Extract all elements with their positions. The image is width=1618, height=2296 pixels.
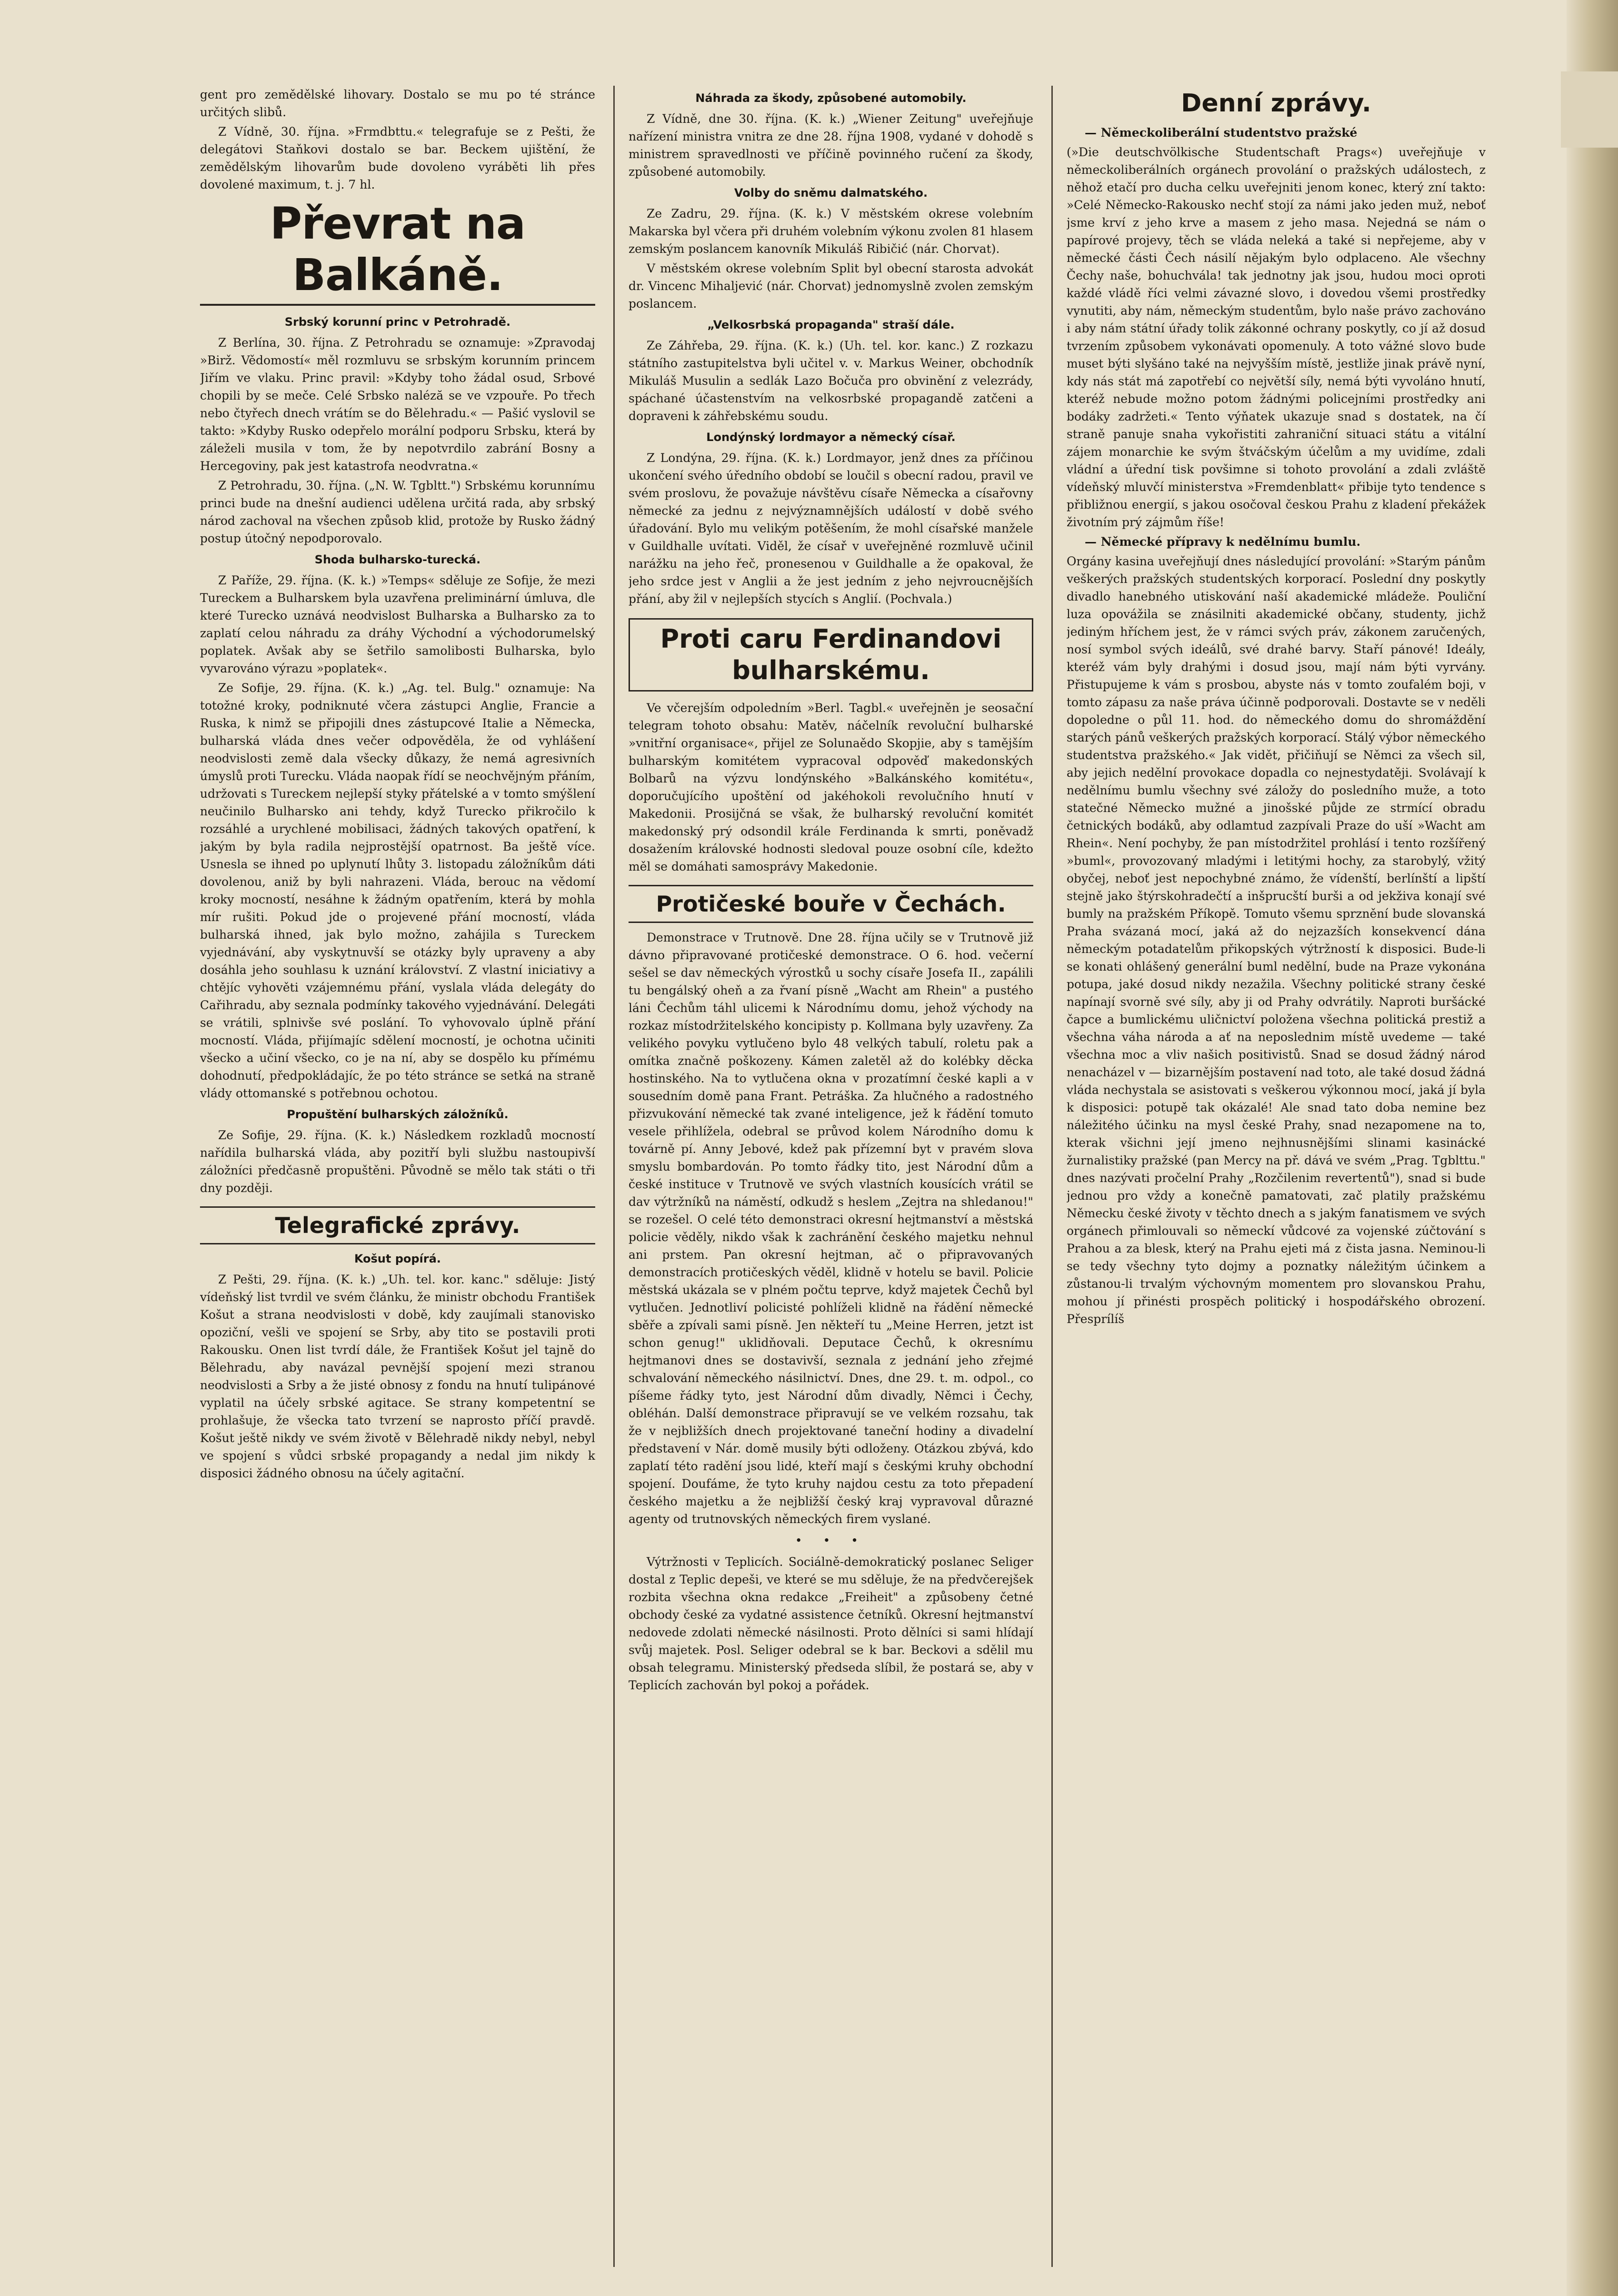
page-gutter [1567,0,1618,2296]
section-heading: Volby do sněmu dalmatského. [734,186,928,200]
article-paragraph: Z Petrohradu, 30. října. („N. W. Tgbltt.") Srbskému korunnímu princi bude na dnešní audienci udělena určitá rada, aby srbský národ zachoval na všechen způsob klid, protože by Rusko žádný postup útočný nepodporovalo. [200,479,595,545]
section-heading: „Velkosrbská propaganda" straší dále. [707,318,955,331]
article-paragraph: Z Paříže, 29. října. (K. k.) »Temps« sděluje ze Sofije, že mezi Tureckem a Bulharskem byla uzavřena preliminární úmluva, dle které Turecko uznává neodvislost Bulharska a Bulharsko za to zaplatí celou náhradu za dráhy Východní a východorumelský poplatek. Avšak aby se šetřilo samolibosti Bulharska, bylo vyvarováno výrazu »poplatek«. [200,573,595,675]
article-paragraph: Ze Sofije, 29. října. (K. k.) Následkem rozkladů mocností nařídila bulharská vláda, aby pozitří byli službu nastoupivší záložníci předčasně propuštěni. Původně se mělo tak státi o tři dny později. [200,1128,595,1195]
intro-paragraph: gent pro zemědělské lihovary. Dostalo se mu po té stránce určitých slibů. [200,88,595,119]
page-edge-tab [1561,71,1618,148]
section-heading: Košut popírá. [354,1252,441,1265]
item-lead: — Německé přípravy k nedělnímu bumlu. [1085,535,1361,549]
intro-paragraph: Z Vídně, 30. října. »Frmdbttu.« telegrafuje se z Pešti, že delegátovi Staňkovi dostalo se bar. Beckem ujištění, že zemědělským lihovarům bude dovoleno vyráběti lih přes dovolené maximum, t. j. 7 hl. [200,125,595,191]
section-heading: Náhrada za škody, způsobené automobily. [695,91,967,105]
boxed-headline: Proti caru Ferdinandovi bulharskému. [629,618,1033,692]
article-paragraph: (»Die deutschvölkische Studentschaft Prags«) uveřejňuje v německoliberálních orgánech provolání o pražských událostech, z něhož etačí pro ducha celku uveřejniti jenom konec, který zní takto: »Celé Německo-Rakousko nechť stojí za námi jako jeden muž, neboť jsme krví z jeho krve a masem z jeho masa. Nejedná se nám o papírové projevy, těch se vláda neleká a také si nepřejeme, aby v německé části Čech násilí nějakým bylo odplaceno. Ale všechny Čechy naše, bohuchvála! tak jednotny jak jsou, hudou moci oproti každé vládě říci velmi závazné slovo, i dovedou všemi prostředky vynutiti, aby nám, německým studentům, bylo naše právo zachováno i aby nám státní úřady tolik zákonné ochrany poskytly, co jí až dosud tvrzením způsobem vykonávati opomenuly. A toto vážné slovo bude muset býti slyšáno také na nejvyšším místě, jestliže jinak právě nyní, kdy nás stát má zapotřebí co největší síly, nemá býti vyvoláno hnutí, kteréž nebude možno potom žádnými policejními prostředky ani bodáky zadržeti.« Tento výňatek ukazuje snad s dostatek, na čí straně panuje snaha vykořistiti zahraniční situaci státu a vitální zájem monarchie ke svým štváčským účelům a my uvidíme, zdali vládní a úřední tisk povšimne si tohoto provolání a zdali zvláště vídeňský mluvčí ministerstva »Fremdenblatt« přibije tyto tendence s přibližnou energií, s jakou osočoval českou Prahu z kladení překážek životním prý zájmům říše! [1067,145,1486,529]
section-heading: Propuštění bulharských záložníků. [287,1108,509,1121]
article-paragraph: Ze Sofije, 29. října. (K. k.) „Ag. tel. Bulg." oznamuje: Na totožné kroky, podniknuté včera zástupci Anglie, Francie a Ruska, k nimž se připojili dnes zástupcové Italie a Německa, bulharská vláda dnes večer odpověděla, že od vyhlášení neodvislosti země dala všecky důkazy, že nemá agresivních úmyslů proti Turecku. Vláda naopak řídí se neochvějným přáním, udržovati s Tureckem nejlepší styky přátelské a v tomto smýšlení neučinilo Bulharsko ani tehdy, když Turecko přikročilo k rozsáhlé a urychlené mobilisaci, žádných takových opatření, k jakým by byla radila nejprostější opatrnost. Ba ještě více. Usnesla se ihned po uplynutí lhůty 3. listopadu záložníkům dáti dovolenou, aniž by byli nahrazeni. Vláda, berouc na vědomí kroky mocností, nesáhne k žádným opatřením, která by mohla mír rušiti. Pokud jde o projevené přání mocností, vláda bulharská ihned, jak bylo možno, zahájila s Tureckem vyjednávání, aby vyskytnuvší se otázky byly upraveny a aby dosáhla jeho souhlasu k uznání království. Z vlastní iniciativy a chtějíc vyhověti vzájemnému přání, vyslala vláda delegáty do Cařihradu, aby seznala podmínky takového vyjednávání. Delegáti se vrátili, splnivše své poslání. To vyhovovalo úplně přání mocností. Vláda, přijímajíc sdělení mocností, je ochotna učiniti všecko a učiní všecko, co je na ní, aby se dospělo ku přímému dohodnutí, předpokládajíc, že po této stránce se setká na straně vlády ottomanské s potřebnou ochotou. [200,681,595,1100]
article-paragraph: Z Londýna, 29. října. (K. k.) Lordmayor, jenž dnes za příčinou ukončení svého úředního období se loučil s obecní radou, pravil ve svém proslovu, že považuje návštěvu císaře Německa a císařovny německé za jednu z nejvýznamnějších událostí v době svého úřadování. Bylo mu velikým potěšením, že mohl císařské manžele v Guildhalle uvítati. Viděl, že císař v uveřejněné rozmluvě učinil narážku na jeho řeč, pronesenou v Guildhalle a že opakoval, že jeho srdce jest v Anglii a že jest jedním z jeho nejvroucnějších přání, aby žil v nejlepších stycích s Anglií. (Pochvala.) [629,451,1033,606]
column-left [200,86,595,2262]
column-divider-2 [1051,86,1053,2267]
section-headline: Protičeské bouře v Čechách. [629,885,1033,923]
article-paragraph: Orgány kasina uveřejňují dnes následující provolání: »Starým pánům veškerých pražských studentských korporací. Poslední dny poskytly divadlo hanebného utiskování naší akademické mládeže. Pouliční luza opovážila se znásilniti akademické občany, studenty, jichž jediným hříchem jest, že v rámci svých práv, zákonem zaručených, nosí symbol svých ideálů, své drahé barvy. Staří pánové! Ideály, kteréž vám byly drahými i dosud jsou, mají nám býti vyrvány. Přistupujeme k vám s prosbou, abyste nás v tomto zoufalém boji, v tomto zápasu za naše práva účinně podporovali. Dostavte se v neděli dopoledne o půl 11. hod. do německého domu do shromáždění starých pánů veškerých pražských korporací. Stálý výbor německého studentstva pražského.« Jak vidět, přičiňují se Němci za všech sil, aby jejich nedělní provokace dopadla co nejnestydatěji. Svolávají k nedělnímu bumlu všechny své záložy do posledního muže, a toto statečné Německo mužné a jinošské půjde ze strmící obradu četnických bodáků, aby odlamtud zazpívali Praze do uší »Wacht am Rhein«. Není pochyby, že pan místodržitel prohlásí i tento rozšířený »buml«, provozovaný mladými i letitými hochy, za starobylý, vžitý obyčej, neboť jest nepochybné známo, že vídenští, berlínští a lipští stejně jako štýrskohradečtí a inšprucští burši a od jekživa konají své bumly na pražském Příkopě. Tomuto všemu sprznění bude slovanská Praha svázaná mocí, jaká až do nejzazších konsekvencí dána německým potadatelům přikopských výtržností k disposici. Bude-li se konati ohlášený generální buml nedělní, bude na Praze vykonána potupa, jaké dosud nikdy nezažila. Všechny politické strany české napínají svorně své síly, aby ji od Prahy odvrátily. Naproti buršácké čapce a bumlickému uličnictví položena všechna politická prestiž a všechna váha národa a ať na neposlednim místě uvedeme — také všechna moc a vliv našich positivistů. Snad se dosud žádný národ nenacházel v — bizarnějším postavení nad toto, ale také dosud žádná vláda nechystala se asistovati s veškerou výkonnou mocí, jaká jí byla k disposici: potupě tak okázalé! Ale snad tato doba nemine bez náležitého účinku na mysl české Prahy, snad nezapomene na to, kterak všichni její jmeno nejhnusnějšími slinami kasinácké žurnalistiky pražské (pan Mercy na př. dává ve svém „Prag. Tgblttu." dnes nazývati pročelní Prahy „Rozčilenim revertentů"), snad si bude jednou pro vždy a konečně pamatovati, zač platily pražskému Německu české životy v těchto dnech a s jakým fanatismem ve svých orgánech přimlouvali so německí vůdcové za vojenské zúčtování s Prahou a za blesk, který na Prahu ejeti má z čista jasna. Neminou-li se tedy všechny tyto dojmy a poznatky náležitým účinkem a zůstanou-li trvalým výchovným momentem pro slovanskou Prahu, mohou jí přinésti prospěch politický i hospodářského obrození. Přesprílíš [1067,554,1486,1326]
column-middle [629,86,1033,2262]
section-heading: Londýnský lordmayor a německý císař. [706,431,956,444]
article-paragraph: Z Berlína, 30. října. Z Petrohradu se oznamuje: »Zpravodaj »Birž. Vědomostí« měl rozmluvu se srbským korunním princem Jiřím ve vlaku. Princ pravil: »Kdyby toho žádal osud, Srbové chopili by se meče. Celé Srbsko naléză se ve vzpouře. Po třech nebo čtyřech dnech vrátím se do Bělehradu.« — Pašić vyslovil se takto: »Kdyby Rusko odepřelo morální podporu Srbsku, která by záleželi musila v tom, že by nepotvrdilo zabrání Bosny a Hercegoviny, pak jest katastrofa neodvratna.« [200,336,595,473]
section-headline: Telegrafické zprávy. [200,1206,595,1244]
article-paragraph: Demonstrace v Trutnově. Dne 28. října učily se v Trutnově již dávno připravované protičeské demonstrace. O 6. hod. večerní sešel se dav německých výrostků u sochy císaře Josefa II., zapálili tu bengálský oheň a za řvaní písně „Wacht am Rhein" a pustého láni Čechům táhl ulicemi k Národnímu domu, jehož východy na rozkaz místodržitelského koncipisty p. Kollmana byly uzavřeny. Za velikého povyku vytlučeno bylo 48 velkých tabulí, roletu pak a omítka značně poškozeny. Kámen zaletěl až do kolébky děcka hostinského. Na to vytlučena okna v prozatímní české kapli a v sousedním domě pana Frant. Petráška. Za hlučného a radostného přizvukování německé tak zvané inteligence, jež k řádění tomuto vesele přihlížela, odebral se průvod kolem Národního domu k továrně pí. Anny Jebové, kdež pak přízemní byt v pravém slova smyslu bombardován. Po tomto řádky tito, jest Národní dům a české instituce v Trutnově ve svých vlastních kousících vrátil se dav výtržníků na náměstí, odkudž s heslem „Zejtra na shledanou!" se rozešel. O celé této demonstraci okresní hejtmanství a městská policie věděly, nikdo však k zachránění českého majetku nehnul ani prstem. Pan okresní hejtman, ač o připravovaných demonstracích protičeských věděl, klidně v hotelu se bavil. Policie městská ukázala se v plném počtu teprve, když majetek Čechů byl vytlučen. Jednotliví policisté pohlíželi klidně na řádění německé sběře a zpívali sami písně. Jen někteří tu „Meine Herren, jetzt ist schon genug!" uklidňovali. Deputace Čechů, k okresnímu hejtmanovi dnes se dostavivší, seznala z jednání jeho zřejmé schvalování německého násilnictví. Dnes, dne 29. t. m. odpol., co píšeme řádky tyto, jest Národní dům divadly, Němci i Čechy, obléhán. Další demonstrace připravují se ve velkém rozsahu, tak že v nejbližších dnech projektované taneční hodiny a divadelní představení v Nár. domě musily býti odloženy. Otázkou zbývá, kdo zaplatí této radění jsou lidé, kteří mají s českými kruhy obchodní spojení. Doufáme, že tyto kruhy najdou cestu za toto přepadení českého majetku a že nejbližší český kraj vypravoval důrazné agenty od trutnovských německých firem vyslané. [629,931,1033,1526]
item-lead: — Německoliberální studentstvo pražské [1085,126,1358,140]
section-heading: Shoda bulharsko-turecká. [314,553,481,566]
article-paragraph: Z Pešti, 29. října. (K. k.) „Uh. tel. kor. kanc." sděluje: Jistý vídeňský list tvrdil ve svém článku, že ministr obchodu František Košut a strana neodvislosti v době, kdy zaujímali stanovisko opoziční, vešli ve spojení se Srby, aby tito se postavili proti Rakousku. Onen list tvrdí dále, že František Košut jel tajně do Bělehradu, aby navázal pevnější spojení mezi stranou neodvislosti a Srby a že jisté obnosy z fondu na hnutí tulipánové vyplatil na účely srbské agitace. Se strany kompetentní se prohlašuje, že všecka tato tvrzení se naprosto příčí pravdě. Košut ještě nikdy ve svém životě v Bělehradě nikdy nebyl, nebyl ve spojení s vůdci srbské propagandy a nedal jim nikdy k disposici žádného obnosu na účely agitační. [200,1273,595,1480]
separator-dots: • • • [795,1534,867,1547]
section-heading: Srbský korunní princ v Petrohradě. [284,315,511,329]
column-divider-1 [613,86,615,2267]
article-paragraph: Ve včerejším odpoledním »Berl. Tagbl.« uveřejněn je seosační telegram tohoto obsahu: Matěv, náčelník revoluční bulharské »vnitřní organisace«, přijel ze Solunaědo Skopjie, aby s tamějším bulharským komitétem vypracoval odpověď makedonských Bolbarů na výzvu londýnského »Balkánského komitétu«, doporučujícího upoštění od jakéhokoli revolučního hnutí v Makedonii. Prosijčná se však, že bulharský revoluční komitét makedonský prý odsondil krále Ferdinanda k smrti, poněvadž dosažením královské hodnosti sledoval pouze osobní cíle, kdežto měl se domáhati samosprávy Makedonie. [629,701,1033,873]
article-paragraph: V městském okrese volebním Split byl obecní starosta advokát dr. Vincenc Mihaljević (nár. Chorvat) jednomyslně zvolen zemským poslancem. [629,261,1033,311]
section-headline: Denní zprávy. [1181,89,1371,118]
article-paragraph: Ze Záhřeba, 29. října. (K. k.) (Uh. tel. kor. kanc.) Z rozkazu státního zastupitelstva byli učitel v. v. Markus Weiner, obchodník Mikuláš Musulin a sedlák Lazo Bočuča pro obvinění z velezrády, spáchané účastenstvím na velkosrbské propagandě zatčeni a dopraveni k záhřebskému soudu. [629,339,1033,423]
column-right [1067,86,1486,2262]
article-paragraph: Ze Zadru, 29. října. (K. k.) V městském okrese volebním Makarska byl včera při druhém volebním výkonu zvolen 81 hlasem zemským poslancem kanovník Mikuláš Ribičić (nár. Chorvat). [629,207,1033,256]
main-headline: Převrat na Balkáně. [200,198,595,306]
article-paragraph: Výtržnosti v Teplicích. Sociálně-demokratický poslanec Seliger dostal z Teplic depeši, ve které se mu sděluje, že na předvčerejšek rozbita všechna okna redakce „Freiheit" a způsobeny četné obchody české za vydatné assistence četníků. Okresní hejtmanství nedovede zdolati německé násilnosti. Proto dělníci si sami hlídají svůj majetek. Posl. Seliger odebral se k bar. Beckovi a sdělil mu obsah telegramu. Ministerský předseda slíbil, že postará se, aby v Teplicích zachován byl pokoj a pořádek. [629,1555,1033,1692]
article-paragraph: Z Vídně, dne 30. října. (K. k.) „Wiener Zeitung" uveřejňuje nařízení ministra vnitra ze dne 28. října 1908, vydané v dohodě s ministrem spravedlnosti ve příčině povinného ručení za škody, způsobené automobily. [629,112,1033,179]
